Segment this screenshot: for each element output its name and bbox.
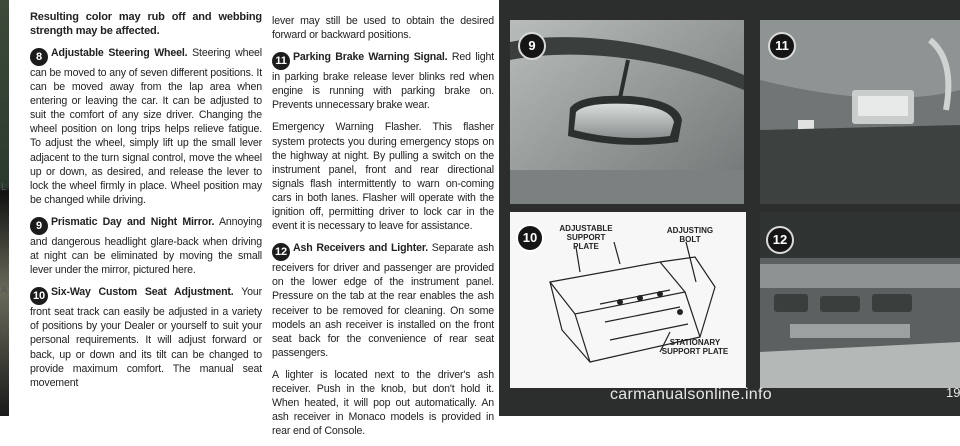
section-seat-adjustment [30,285,262,390]
section-body: Your front seat track can easily be adjusted in a variety of positions by your Dealer or yourself to suit your personal requirements. It will adjust forward or back, up or down and its tilt can be changed to provide maximum comfort. The manual seat movement [30,286,262,389]
text-column-middle [272,14,494,446]
edge-letter: L [1,325,7,336]
figure-mirror-photo [510,20,744,204]
section-body: Annoying and dangerous headlight glare-back when driving at night can be eliminated by moving the small lever under the mirror, pictured here. [30,215,262,277]
section-body: Steering wheel can be moved to any of seven different positions. It can be moved away from the lap area when entering or leaving the car. It can be adjusted to suit the comfort of any size driver. Changing the wheel position on long trips helps relieve fatigue. To adjust the wheel, simply lift up the small lever adjacent to the turn signal control, move the wheel up or down, as desired, and release the lever to lock the wheel firmly in place. Wheel position may be changed while driving. [30,47,263,206]
figure-number-badge: 11 [768,32,796,60]
section-steering-wheel [30,46,262,207]
section-title: Six-Way Custom Seat Adjustment. [51,286,234,299]
callout-stationary-support-plate: STATIONARY SUPPORT PLATE [661,338,729,356]
figure-number-badge: 10 [516,224,544,252]
item-number-badge: 11 [272,52,290,70]
section-warning-flasher: Emergency Warning Flasher. This flasher system protects you during emergency stops on the highway at night. By pulling a switch on the instrument panel, front and rear directional signals flash intermittently to warn on-coming cars in both lanes. Flasher will operate with the ignition off, permitting driver to lock car in the event it is necessary to leave for assistance. [272,121,494,233]
section-parking-brake [272,50,494,112]
figure-parking-brake-photo [760,20,960,204]
figure-seat-track-diagram [510,212,746,388]
section-title: Prismatic Day and Night Mirror. [51,215,215,228]
section-title: Adjustable Steering Wheel. [51,47,188,59]
item-number-badge: 12 [272,243,290,261]
section-lighter: A lighter is located next to the driver's ash receiver. Push in the knob, but don't hold it. When heated, it will pop out automatically. An ash receiver in Monaco models is provided in rear end of Console. [272,368,494,438]
watermark-text: carmanualsonline.info [610,386,772,403]
item-number-badge: 8 [30,48,48,66]
item-number-badge: 10 [30,287,48,305]
continued-paragraph: lever may still be used to obtain the desired forward or backward positions. [272,15,494,42]
figure-number-badge: 9 [518,32,546,60]
section-body: Separate ash receivers for driver and passenger are provided on the lower edge of the instrument panel. Pressure on the tab at the rear enables the ash receiver to be removed for cleaning. On some models an ash receiver is installed on the front seat back for the convenience of rear seat passengers. [272,242,494,359]
edge-letter: L [1,182,7,193]
section-title: Parking Brake Warning Signal. [293,51,448,64]
callout-adjusting-bolt: ADJUSTING BOLT [666,226,714,244]
page-edge-strip [0,0,9,416]
edge-letter: A [1,285,8,296]
section-ash-receivers [272,241,494,360]
section-mirror [30,215,262,277]
section-title: Ash Receivers and Lighter. [293,242,429,255]
section-body: Red light in parking brake release lever blinks red when engine is running with parking brake on. Prevents unnecessary brake wear. [272,51,494,112]
figure-number-badge: 12 [766,226,794,254]
callout-adjustable-support-plate: ADJUSTABLE SUPPORT PLATE [559,224,613,251]
lead-paragraph: Resulting color may rub off and webbing strength may be affected. [30,11,262,37]
figure-ash-receiver-photo [760,212,960,388]
page-number: 19 [946,385,960,400]
item-number-badge: 9 [30,217,48,235]
text-column-left [30,10,262,398]
